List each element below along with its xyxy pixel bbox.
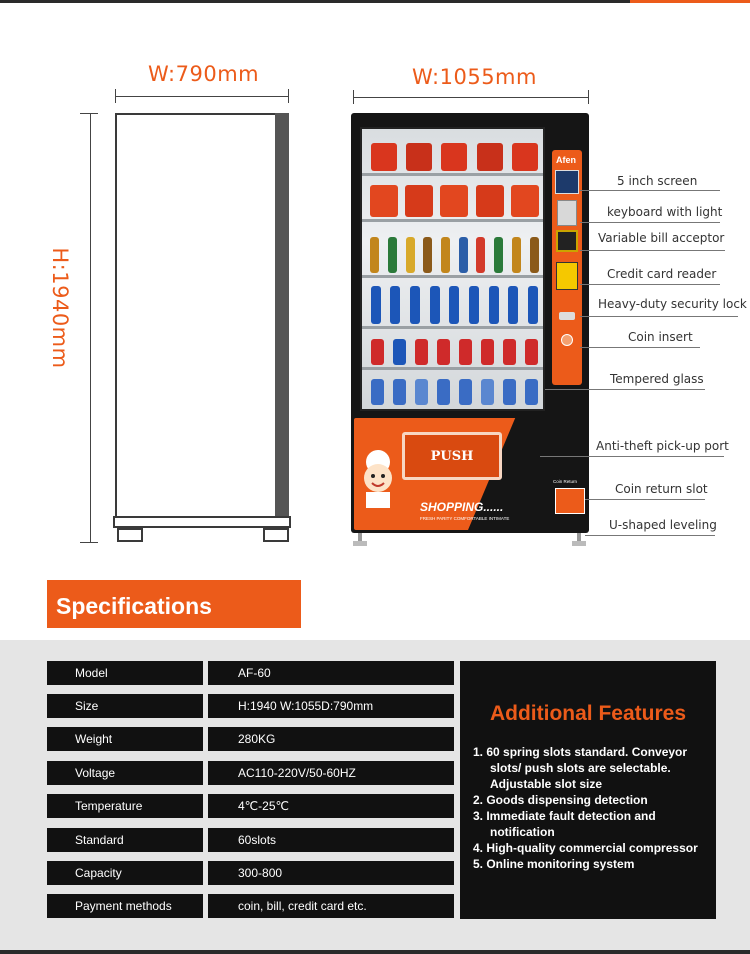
front-width-line: [353, 97, 589, 98]
shelf-row-snacks-1: [362, 139, 545, 171]
shelf-line: [362, 219, 545, 222]
security-lock-icon: [559, 312, 575, 320]
callout-line: [580, 316, 738, 317]
spec-label-voltage: Voltage: [47, 761, 203, 785]
feature-line: Adjustable slot size: [490, 777, 603, 791]
side-view-foot-right: [263, 528, 289, 542]
bill-acceptor-icon: [556, 230, 578, 252]
card-reader-icon: [556, 262, 578, 290]
side-view-base: [113, 516, 291, 528]
bottom-rule: [0, 950, 750, 954]
spec-label-model: Model: [47, 661, 203, 685]
callout-leveling: U-shaped leveling: [609, 518, 717, 532]
coin-return-slot-icon: [555, 488, 585, 514]
callout-line: [580, 284, 720, 285]
feature-line: 2. Goods dispensing detection: [473, 793, 648, 807]
callout-keyboard: keyboard with light: [607, 205, 723, 219]
spec-value-model: AF-60: [208, 661, 454, 685]
callout-coin-insert: Coin insert: [628, 330, 693, 344]
shelf-row-cans-2: [362, 375, 545, 405]
spec-label-standard: Standard: [47, 828, 203, 852]
spec-label-size: Size: [47, 694, 203, 718]
feature-line: slots/ push slots are selectable.: [490, 761, 671, 775]
side-width-tick-left: [115, 89, 116, 103]
spec-value-temperature: 4℃-25℃: [208, 794, 454, 818]
feature-line: 4. High-quality commercial compressor: [473, 841, 698, 855]
spec-label-temperature: Temperature: [47, 794, 203, 818]
coin-return-small-label: Coin Return: [553, 479, 578, 484]
leveling-foot-icon: [572, 533, 586, 547]
tempered-glass-window: [360, 127, 545, 411]
side-view-body: [115, 113, 289, 528]
callout-line: [580, 222, 720, 223]
height-line: [90, 113, 91, 543]
callout-tempered-glass: Tempered glass: [610, 372, 704, 386]
callout-bill-acceptor: Variable bill acceptor: [598, 231, 725, 245]
callout-line: [585, 535, 715, 536]
height-tick-bottom: [80, 542, 98, 543]
top-rule-accent: [630, 0, 750, 3]
spec-value-capacity: 300-800: [208, 861, 454, 885]
height-tick-top: [80, 113, 98, 114]
shelf-line: [362, 367, 545, 370]
callout-line: [585, 499, 705, 500]
front-width-label: W:1055mm: [412, 65, 537, 89]
callout-line: [540, 456, 724, 457]
spec-value-voltage: AC110-220V/50-60HZ: [208, 761, 454, 785]
spec-label-payment: Payment methods: [47, 894, 203, 918]
top-rule: [0, 0, 630, 3]
side-view-foot-left: [117, 528, 143, 542]
side-width-tick-right: [288, 89, 289, 103]
feature-line: 3. Immediate fault detection and: [473, 809, 656, 823]
side-view-door-edge: [275, 113, 289, 528]
feature-line: notification: [490, 825, 555, 839]
screen-icon: [555, 170, 579, 194]
spec-value-weight: 280KG: [208, 727, 454, 751]
tagline: FRESH PARITY COMFORTABLE INTIMATE: [420, 516, 510, 521]
additional-features-title: Additional Features: [489, 702, 687, 725]
callout-line: [580, 250, 725, 251]
callout-card-reader: Credit card reader: [607, 267, 717, 281]
keypad-icon: [557, 200, 577, 226]
side-width-label: W:790mm: [148, 62, 260, 86]
callout-coin-return: Coin return slot: [615, 482, 708, 496]
leveling-foot-icon: [353, 533, 367, 547]
coin-insert-icon: [561, 334, 573, 346]
spec-value-size: H:1940 W:1055D:790mm: [208, 694, 454, 718]
height-label: H:1940mm: [48, 247, 72, 369]
brand-logo: Afen: [556, 155, 576, 165]
chef-mascot-icon: [356, 448, 400, 508]
shelf-line: [362, 326, 545, 329]
spec-value-standard: 60slots: [208, 828, 454, 852]
callout-pickup-port: Anti-theft pick-up port: [596, 439, 729, 453]
feature-line: 1. 60 spring slots standard. Conveyor: [473, 745, 688, 759]
shelf-line: [362, 275, 545, 278]
callout-security-lock: Heavy-duty security lock: [598, 297, 747, 311]
pickup-port-push-flap: PUSH: [402, 432, 502, 480]
shelf-row-snacks-2: [362, 185, 545, 217]
shelf-row-bottles-2: [362, 284, 545, 324]
front-width-tick-left: [353, 90, 354, 104]
spec-label-capacity: Capacity: [47, 861, 203, 885]
shopping-slogan: SHOPPING......: [420, 500, 504, 514]
callout-line: [580, 190, 720, 191]
shelf-row-bottles-1: [362, 233, 545, 273]
callout-line: [580, 347, 700, 348]
callout-screen: 5 inch screen: [617, 174, 698, 188]
shelf-row-cans-1: [362, 335, 545, 365]
shelf-line: [362, 173, 545, 176]
callout-line: [545, 389, 705, 390]
front-width-tick-right: [588, 90, 589, 104]
spec-value-payment: coin, bill, credit card etc.: [208, 894, 454, 918]
side-width-line: [115, 96, 289, 97]
specifications-title: Specifications: [47, 580, 301, 628]
spec-label-weight: Weight: [47, 727, 203, 751]
feature-line: 5. Online monitoring system: [473, 857, 635, 871]
